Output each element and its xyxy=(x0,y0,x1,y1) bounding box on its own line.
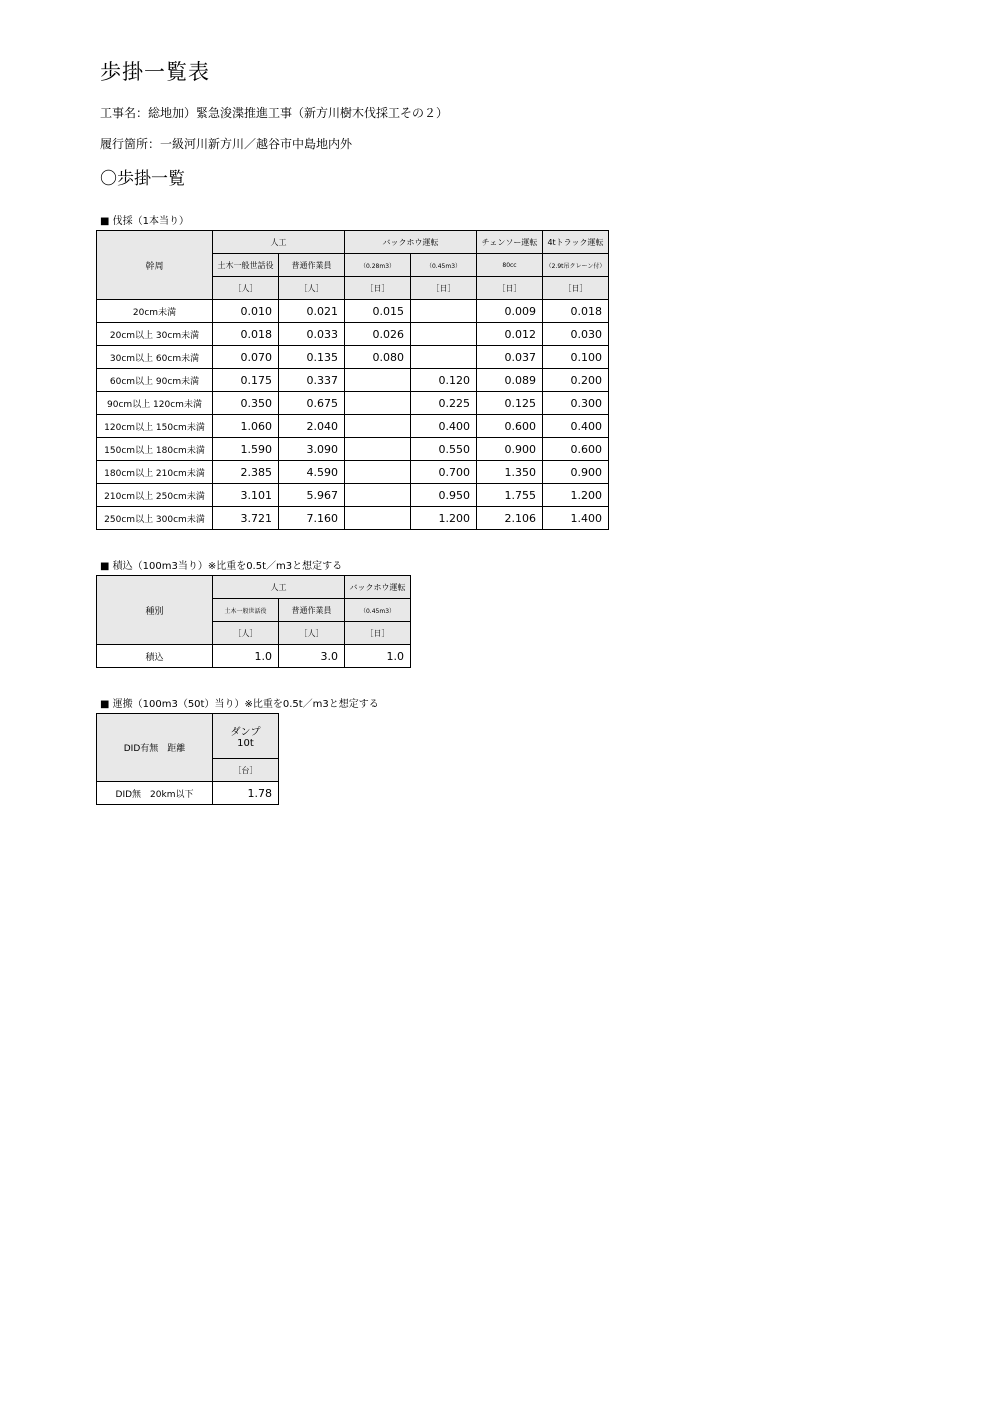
value-cell xyxy=(345,369,411,392)
value-cell: 1.200 xyxy=(411,507,477,530)
value-cell xyxy=(411,346,477,369)
table-row xyxy=(97,782,279,805)
row-label: 250cm以上 300cm未満 xyxy=(97,507,213,530)
value-cell: 0.200 xyxy=(543,369,609,392)
value-cell xyxy=(345,484,411,507)
value-cell: 0.600 xyxy=(543,438,609,461)
row-label: 150cm以上 180cm未満 xyxy=(97,438,213,461)
column-header: 土木一般世話役 xyxy=(213,254,279,277)
value-cell: 0.100 xyxy=(543,346,609,369)
value-cell xyxy=(411,300,477,323)
value-cell: 4.590 xyxy=(279,461,345,484)
unit-header: ［日］ xyxy=(543,277,609,300)
column-header: 普通作業員 xyxy=(279,599,345,622)
value-cell: 0.026 xyxy=(345,323,411,346)
value-cell: 0.400 xyxy=(411,415,477,438)
value-cell xyxy=(345,461,411,484)
value-cell xyxy=(345,392,411,415)
value-cell: 0.600 xyxy=(477,415,543,438)
unit-header: ［日］ xyxy=(345,277,411,300)
table3-caption: ■ 運搬（100m3（50t）当り）※比重を0.5t／m3と想定する xyxy=(100,699,379,710)
unit-header: ［日］ xyxy=(411,277,477,300)
group-header: チェンソー運転 xyxy=(477,231,543,254)
table-row xyxy=(97,507,609,530)
column-header: （0.45m3） xyxy=(411,254,477,277)
value-cell xyxy=(345,438,411,461)
table-row xyxy=(97,300,609,323)
value-cell: 7.160 xyxy=(279,507,345,530)
value-cell: 0.900 xyxy=(477,438,543,461)
column-header: （0.28m3） xyxy=(345,254,411,277)
column-header-line1: ダンプ xyxy=(230,727,261,738)
row-label: 積込 xyxy=(97,645,213,668)
column-header: 普通作業員 xyxy=(279,254,345,277)
value-cell: 0.070 xyxy=(213,346,279,369)
value-cell: 3.101 xyxy=(213,484,279,507)
table-row xyxy=(97,346,609,369)
loading-table xyxy=(96,575,411,668)
group-header: バックホウ運転 xyxy=(345,576,411,599)
value-cell: 0.009 xyxy=(477,300,543,323)
value-cell: 0.010 xyxy=(213,300,279,323)
table2-caption: ■ 積込（100m3当り）※比重を0.5t／m3と想定する xyxy=(100,561,343,572)
table-row xyxy=(97,645,411,668)
row-label: 90cm以上 120cm未満 xyxy=(97,392,213,415)
value-cell: 0.175 xyxy=(213,369,279,392)
value-cell: 0.125 xyxy=(477,392,543,415)
row-label: 210cm以上 250cm未満 xyxy=(97,484,213,507)
column-header: 80cc xyxy=(477,254,543,277)
value-cell: 0.350 xyxy=(213,392,279,415)
value-cell: 0.089 xyxy=(477,369,543,392)
row-label: 180cm以上 210cm未満 xyxy=(97,461,213,484)
group-header: バックホウ運転 xyxy=(345,231,477,254)
column-header-line2: 10t xyxy=(237,738,254,749)
value-cell: 0.700 xyxy=(411,461,477,484)
row-header: 幹周 xyxy=(97,231,213,300)
value-cell xyxy=(345,415,411,438)
value-cell: 1.78 xyxy=(213,782,279,805)
value-cell: 0.120 xyxy=(411,369,477,392)
value-cell: 2.106 xyxy=(477,507,543,530)
row-label: 60cm以上 90cm未満 xyxy=(97,369,213,392)
value-cell: 0.018 xyxy=(543,300,609,323)
row-label: 120cm以上 150cm未満 xyxy=(97,415,213,438)
column-header xyxy=(213,714,279,759)
unit-header: ［人］ xyxy=(213,622,279,645)
value-cell: 0.015 xyxy=(345,300,411,323)
section-subtitle: 〇歩掛一覧 xyxy=(100,169,185,189)
value-cell: 1.0 xyxy=(345,645,411,668)
unit-header: ［日］ xyxy=(345,622,411,645)
value-cell: 0.225 xyxy=(411,392,477,415)
value-cell: 2.385 xyxy=(213,461,279,484)
value-cell: 0.018 xyxy=(213,323,279,346)
table-row xyxy=(97,484,609,507)
value-cell: 0.950 xyxy=(411,484,477,507)
value-cell: 0.550 xyxy=(411,438,477,461)
unit-header: ［台］ xyxy=(213,759,279,782)
value-cell: 1.590 xyxy=(213,438,279,461)
value-cell: 0.135 xyxy=(279,346,345,369)
value-cell: 0.021 xyxy=(279,300,345,323)
value-cell: 0.900 xyxy=(543,461,609,484)
row-label: 30cm以上 60cm未満 xyxy=(97,346,213,369)
page-title: 歩掛一覧表 xyxy=(100,60,210,84)
row-header: 種別 xyxy=(97,576,213,645)
row-label: 20cm以上 30cm未満 xyxy=(97,323,213,346)
value-cell: 0.080 xyxy=(345,346,411,369)
row-label: DID無 20km以下 xyxy=(97,782,213,805)
value-cell: 1.060 xyxy=(213,415,279,438)
group-header: 4tトラック運転 xyxy=(543,231,609,254)
value-cell: 1.755 xyxy=(477,484,543,507)
unit-header: ［人］ xyxy=(279,622,345,645)
table-row xyxy=(97,369,609,392)
value-cell: 0.300 xyxy=(543,392,609,415)
value-cell: 0.037 xyxy=(477,346,543,369)
value-cell: 0.337 xyxy=(279,369,345,392)
value-cell: 1.350 xyxy=(477,461,543,484)
column-header: （2.9t吊クレーン付） xyxy=(543,254,609,277)
value-cell xyxy=(411,323,477,346)
table-row xyxy=(97,323,609,346)
row-header: DID有無 距離 xyxy=(97,714,213,782)
value-cell: 3.090 xyxy=(279,438,345,461)
group-header: 人工 xyxy=(213,231,345,254)
table1-caption: ■ 伐採（1本当り） xyxy=(100,216,189,227)
felling-table xyxy=(96,230,609,530)
value-cell: 0.030 xyxy=(543,323,609,346)
value-cell: 2.040 xyxy=(279,415,345,438)
table-row xyxy=(97,415,609,438)
unit-header: ［人］ xyxy=(279,277,345,300)
column-header: 土木一般世話役 xyxy=(213,599,279,622)
value-cell: 1.200 xyxy=(543,484,609,507)
value-cell: 1.400 xyxy=(543,507,609,530)
value-cell: 3.0 xyxy=(279,645,345,668)
value-cell: 1.0 xyxy=(213,645,279,668)
table-row xyxy=(97,461,609,484)
unit-header: ［日］ xyxy=(477,277,543,300)
table-row xyxy=(97,438,609,461)
value-cell: 0.033 xyxy=(279,323,345,346)
group-header: 人工 xyxy=(213,576,345,599)
table-row xyxy=(97,392,609,415)
value-cell: 5.967 xyxy=(279,484,345,507)
row-label: 20cm未満 xyxy=(97,300,213,323)
transport-table xyxy=(96,713,279,805)
value-cell xyxy=(345,507,411,530)
column-header: （0.45m3） xyxy=(345,599,411,622)
value-cell: 0.012 xyxy=(477,323,543,346)
value-cell: 3.721 xyxy=(213,507,279,530)
project-name: 工事名：総地加）緊急浚渫推進工事（新方川樹木伐採工その２） xyxy=(100,106,449,120)
unit-header: ［人］ xyxy=(213,277,279,300)
work-location: 履行箇所：一級河川新方川／越谷市中島地内外 xyxy=(100,137,353,151)
value-cell: 0.675 xyxy=(279,392,345,415)
value-cell: 0.400 xyxy=(543,415,609,438)
